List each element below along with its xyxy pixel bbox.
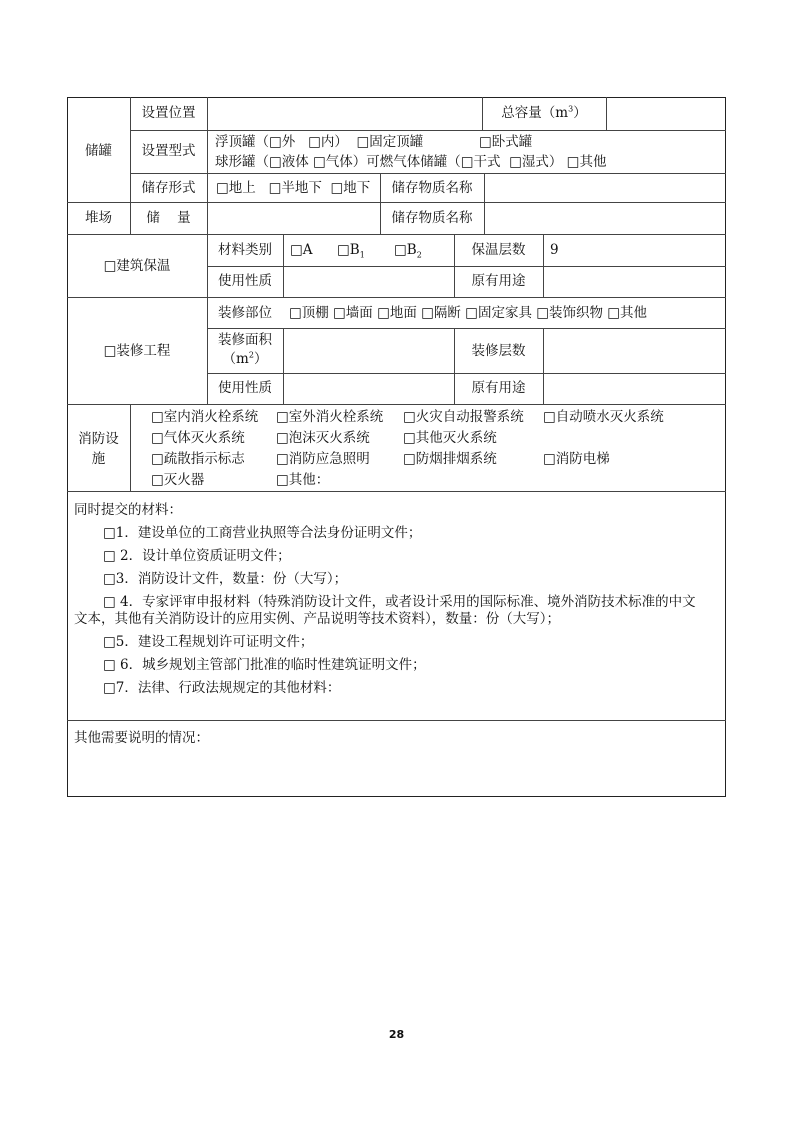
fire-option[interactable]: □气体灭火系统 [151, 430, 245, 446]
insulation-layers-label: 保温层数 [471, 242, 526, 258]
yard-reserve-label: 储 量 [146, 210, 191, 226]
yard-material-name-label: 储存物质名称 [391, 210, 473, 226]
tank-storage-form-options[interactable]: □地上 □半地下 □地下 [216, 180, 371, 196]
yard-label: 堆场 [85, 210, 112, 226]
tank-label: 储罐 [85, 143, 112, 159]
decoration-area-unit: $(m^2)$ [222, 350, 268, 367]
fire-option[interactable]: □室外消火栓系统 [276, 409, 384, 425]
fire-option[interactable]: □室内消火栓系统 [151, 409, 259, 425]
decoration-part-label: 装修部位 [218, 305, 272, 321]
fire-option[interactable]: □其他灭火系统 [403, 430, 497, 446]
insulation-original-use-label: 原有用途 [471, 273, 526, 289]
fire-option[interactable]: □火灾自动报警系统 [403, 409, 524, 425]
materials-title: 同时提交的材料： [74, 502, 182, 518]
page-number: 28 [388, 1028, 405, 1041]
fire-option[interactable]: □防烟排烟系统 [403, 451, 497, 467]
fire-option[interactable]: □消防电梯 [543, 451, 610, 467]
fire-option[interactable]: □其他： [276, 472, 330, 488]
decoration-floors-label: 装修层数 [471, 343, 526, 359]
insulation-usage-label: 使用性质 [218, 273, 272, 289]
insulation-option-b2[interactable]: $□B_2$ [394, 242, 422, 260]
fire-option[interactable]: □泡沫灭火系统 [276, 430, 370, 446]
fire-option[interactable]: □疏散指示标志 [151, 451, 245, 467]
fire-option[interactable]: □灭火器 [151, 472, 205, 488]
fire-facilities-label-2: 施 [91, 451, 106, 467]
material-item[interactable]: □3．消防设计文件，数量：份（大写）； [103, 571, 348, 587]
insulation-checkbox[interactable]: □建筑保温 [103, 258, 171, 274]
tank-location-label: 设置位置 [141, 105, 196, 121]
material-item[interactable]: □ 4．专家评审申报材料（特殊消防设计文件，或者设计采用的国际标准、境外消防技术标准的中文 [103, 594, 696, 610]
tank-type-line1[interactable]: 浮顶罐（□外 □内） □固定顶罐 □卧式罐 [215, 134, 533, 150]
tank-storage-form-label: 储存形式 [141, 180, 196, 196]
tank-material-name-label: 储存物质名称 [391, 180, 473, 196]
tank-type-line2[interactable]: 球形罐（□液体 □气体）可燃气体储罐（□干式 □湿式） □其他 [215, 154, 607, 170]
material-item[interactable]: □5．建设工程规划许可证明文件； [103, 634, 314, 650]
other-notes-label: 其他需要说明的情况： [74, 730, 209, 746]
insulation-material-type-label: 材料类别 [218, 242, 272, 258]
tank-capacity-label: 总容量$(m^3)$ [501, 104, 587, 121]
material-item[interactable]: □ 2．设计单位资质证明文件； [103, 548, 291, 564]
fire-option[interactable]: □自动喷水灭火系统 [543, 409, 664, 425]
decoration-original-use-label: 原有用途 [471, 380, 526, 396]
fire-facilities-label-1: 消防设 [78, 431, 119, 447]
material-item[interactable]: □7．法律、行政法规规定的其他材料： [103, 680, 341, 696]
fire-option[interactable]: □消防应急照明 [276, 451, 370, 467]
decoration-part-options[interactable]: □顶棚 □墙面 □地面 □隔断 □固定家具 □装饰织物 □其他 [289, 305, 648, 321]
tank-type-label: 设置型式 [141, 143, 196, 159]
decoration-usage-label: 使用性质 [218, 380, 272, 396]
material-item-cont: 文本，其他有关消防设计的应用实例、产品说明等技术资料），数量：份（大写）； [74, 611, 560, 627]
decoration-checkbox[interactable]: □装修工程 [103, 343, 171, 359]
decoration-area-label: 装修面积 [218, 332, 272, 348]
insulation-layers-field[interactable]: 9 [550, 242, 559, 258]
insulation-option-b1[interactable]: $□B_1$ [337, 242, 365, 260]
material-item[interactable]: □ 6．城乡规划主管部门批准的临时性建筑证明文件； [103, 657, 426, 673]
insulation-option-a[interactable]: □A [290, 242, 313, 258]
material-item[interactable]: □1．建设单位的工商营业执照等合法身份证明文件； [103, 525, 422, 541]
